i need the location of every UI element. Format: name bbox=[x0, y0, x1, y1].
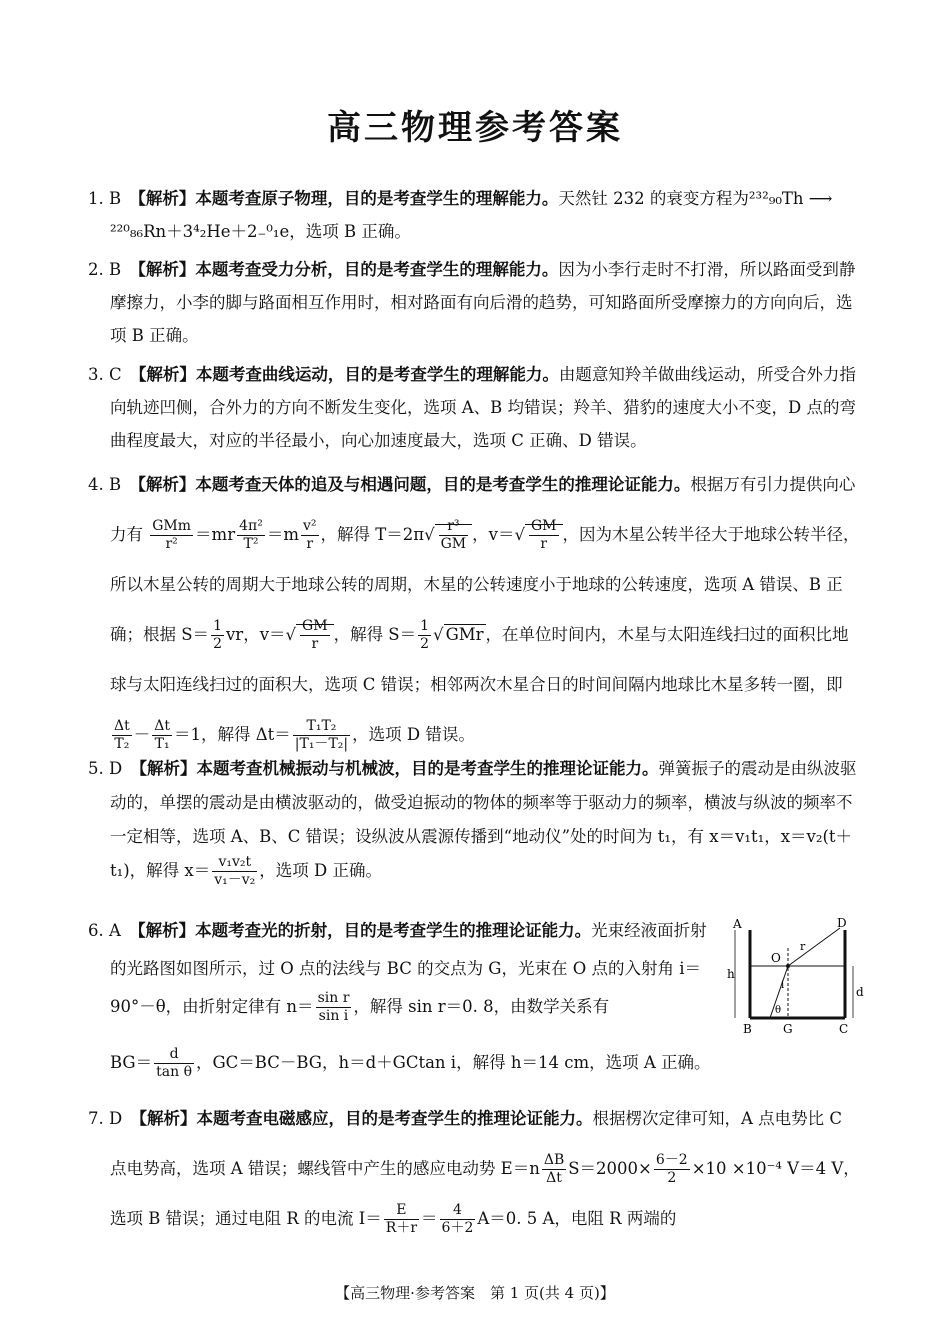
answer-text: ，解得 sin r＝0. 8，由数学关系有 bbox=[353, 997, 610, 1016]
answer-number: 3. C bbox=[88, 365, 122, 384]
formula: $\frac{\text{v²}}{r}$ bbox=[302, 518, 317, 552]
answer-text: ×10⁻⁴ V＝4 V，选项 B 错误；通过电阻 R 的电流 bbox=[110, 1159, 860, 1228]
label-b: B bbox=[743, 1022, 752, 1036]
answer-text: ，选项 D 正确。 bbox=[259, 861, 383, 880]
answer-6: 6. A 【解析】本题考查光的折射，目的是考查学生的推理论证能力。光束经液面折射的光路图如图所示，过 O 点的法线与 BC 的交点为 G，光束在 O 点的入射角 i＝90°－θ，由折射定律有 n＝ $\frac{\text{sin r}}{\text{sin i}}$ ，解得 sin r＝0. 8，由数学关系有 bbox=[88, 921, 707, 1024]
answer-text: 因为小李行走时不打滑，所以路面受到静摩擦力，小李的脚与路面相互作用时，相对路面有向后滑的趋势，可知路面所受摩擦力的方向向后，选项 B 正确。 bbox=[110, 260, 856, 345]
answer-label: 【解析】本题考查曲线运动，目的是考查学生的理解能力。 bbox=[138, 365, 559, 384]
answer-number: 4. B bbox=[88, 475, 122, 494]
answer-label: 【解析】本题考查原子物理，目的是考查学生的理解能力。 bbox=[137, 189, 559, 208]
label-h: h bbox=[727, 967, 735, 981]
answer-text: ，解得 bbox=[201, 725, 251, 744]
answer-text: ，因为木星公转半径大于地球公转半径，所以木星公转的周期大于地球公转的周期，木星的公转速度小于地球的公转速度，选项 A 错误、B 正确；根据 bbox=[110, 525, 860, 644]
answer-number: 1. B bbox=[88, 189, 122, 208]
label-o: O bbox=[771, 951, 781, 965]
label-i: i bbox=[781, 980, 785, 991]
answer-label: 【解析】本题考查电磁感应，目的是考查学生的推理论证能力。 bbox=[138, 1109, 593, 1128]
answer-number: 5. D bbox=[88, 759, 123, 778]
answer-3 bbox=[88, 358, 862, 457]
label-d-small: d bbox=[856, 985, 864, 999]
label-g: G bbox=[783, 1022, 793, 1036]
answer-text: ，解得 bbox=[333, 625, 384, 644]
answer-text: 根据万有引力提供向心力有 bbox=[110, 475, 856, 544]
answer-2 bbox=[88, 253, 862, 352]
label-a: A bbox=[733, 918, 742, 931]
answer-text: 根据楞次定律可知，A 点电势比 C 点电势高，选项 A 错误；螺线管中产生的感应电动势 bbox=[110, 1109, 842, 1178]
formula: $\frac{\text{GMm}}{\text{r²}}$ bbox=[152, 518, 192, 552]
answer-7: 7. D 【解析】本题考查电磁感应，目的是考查学生的推理论证能力。根据楞次定律可知，A 点电势比 C 点电势高，选项 A 错误；螺线管中产生的感应电动势 E＝n $\frac{\Delta B}{\Delta t}$ S＝2000× $\frac{6-2}{2}$ ×10 ×10⁻⁴ V＝4 V，选项 B 错误；通过电阻 R 的电流 I＝ $\frac{E}{R+r}$ ＝ $\frac{4}{6+2}$ A＝0. 5 A，电阻 R 两端的 bbox=[88, 1109, 860, 1236]
answer-text: ，解得 bbox=[320, 525, 371, 544]
answer-text: 弹簧振子的震动是由纵波驱动的，单摆的震动是由横波驱动的，做受迫振动的物体的频率等于驱动力的频率，横波与纵波的频率不一定相等，选项 A、B、C 错误；设纵波从震源传播到“地动仪”处的时间为 t₁，有 x＝v₁t₁，x＝v₂(t＋t₁)，解得 bbox=[110, 759, 857, 880]
answer-text: 天然钍 232 的衰变方程为²³²₉₀Th ⟶ ²²⁰₈₆Rn＋3⁴₂He＋2₋⁰₁e，选项 B 正确。 bbox=[110, 189, 833, 241]
answer-number: 7. D bbox=[88, 1109, 123, 1128]
formula: $\frac{\text{4π²}}{\text{T²}}$ bbox=[239, 518, 263, 552]
answer-label: 【解析】本题考查天体的追及与相遇问题，目的是考查学生的推理论证能力。 bbox=[137, 475, 691, 494]
answer-5: 5. D 【解析】本题考查机械振动与机械波，目的是考查学生的推理论证能力。弹簧振子的震动是由纵波驱动的，单摆的震动是由横波驱动的，做受迫振动的物体的频率等于驱动力的频率，横波与纵波的频率不一定相等，选项 A、B、C 错误；设纵波从震源传播到“地动仪”处的时间为 t₁，有 x＝v₁t₁，x＝v₂(t＋t₁)，解得 x＝ $\frac{\text{v₁v₂t}}{\text{v₁－v₂}}$ ，选项 D 正确。 bbox=[88, 759, 857, 888]
answer-number: 6. A bbox=[88, 921, 121, 940]
label-d: D bbox=[837, 918, 847, 930]
page-title: 高三物理参考答案 bbox=[327, 108, 623, 148]
answer-text: 由题意知羚羊做曲线运动，所受合外力指向轨迹凹侧，合外力的方向不断发生变化，选项 A、B 均错误；羚羊、猎豹的速度大小不变，D 点的弯曲程度最大，对应的半径最小，向心加速度最大，选项 C 正确、D 错误。 bbox=[110, 365, 857, 450]
answer-text: 光束经液面折射的光路图如图所示，过 O 点的法线与 BC 的交点为 G，光束在 O 点的入射角 i＝90°－θ，由折射定律有 bbox=[110, 921, 707, 1016]
answer-4: 4. B 【解析】本题考查天体的追及与相遇问题，目的是考查学生的推理论证能力。根据万有引力提供向心力有 $\frac{\text{GMm}}{\text{r²}}$ ＝mr $\frac{\text{4π²}}{\text{T²}}$ ＝m $\frac{\text{v²}}{r}$ ，解得 T＝2π√ $\frac{\text{r³}}{GM}$ ，v＝√ $\frac{GM}{r}$ ，因为木星公转半径大于地球公转半径，所以木星公转的周期大于地球公转的周期，木星的公转速度小于地球的公转速度，选项 A 错误、B 正确；根据 S＝ $\frac{1}{2}$ vr，v＝√ $\frac{GM}{r}$ ，解得 S＝ $\frac{1}{2}$ √ GMr ，在单位时间内，木星与太阳连线扫过的面积比地球与太阳连线扫过的面积大，选项 C 错误；相邻两次木星合日的时间间隔内地球比木星多转一圈，即 $\frac{\Delta t}{\text{T₂}}$ － $\frac{\Delta t}{\text{T₁}}$ ＝1，解得 Δt＝ $\frac{\text{T₁T₂}}{\text{|T₁－T₂|}}$ ，选项 D 错误。 bbox=[88, 475, 860, 752]
answer-6-cont: BG＝ $\frac{d}{\text{tan θ}}$ ，GC＝BC－BG，h＝d＋GCtan i，解得 h＝14 cm，选项 A 正确。 bbox=[110, 1046, 711, 1080]
refraction-diagram bbox=[725, 918, 865, 1038]
answer-1 bbox=[88, 182, 862, 248]
answer-text: ，GC＝BC－BG，h＝d＋GCtan i，解得 h＝14 cm，选项 A 正确。 bbox=[196, 1053, 711, 1072]
answer-text: A＝0. 5 A，电阻 R 两端的 bbox=[477, 1209, 677, 1228]
answer-label: 【解析】本题考查机械振动与机械波，目的是考查学生的推理论证能力。 bbox=[138, 759, 659, 778]
answer-label: 【解析】本题考查光的折射，目的是考查学生的推理论证能力。 bbox=[137, 921, 592, 940]
label-r: r bbox=[800, 940, 806, 953]
label-theta: θ bbox=[775, 1005, 782, 1016]
label-c: C bbox=[839, 1022, 849, 1036]
answer-text: ，选项 D 错误。 bbox=[352, 725, 475, 744]
page-footer: 【高三物理·参考答案 第 1 页(共 4 页)】 bbox=[335, 1284, 615, 1302]
answer-number: 2. B bbox=[88, 260, 122, 279]
answer-text: ，在单位时间内，木星与太阳连线扫过的面积比地球与太阳连线扫过的面积大，选项 C 错误；相邻两次木星合日的时间间隔内地球比木星多转一圈，即 bbox=[110, 625, 849, 694]
answer-label: 【解析】本题考查受力分析，目的是考查学生的理解能力。 bbox=[137, 260, 559, 279]
